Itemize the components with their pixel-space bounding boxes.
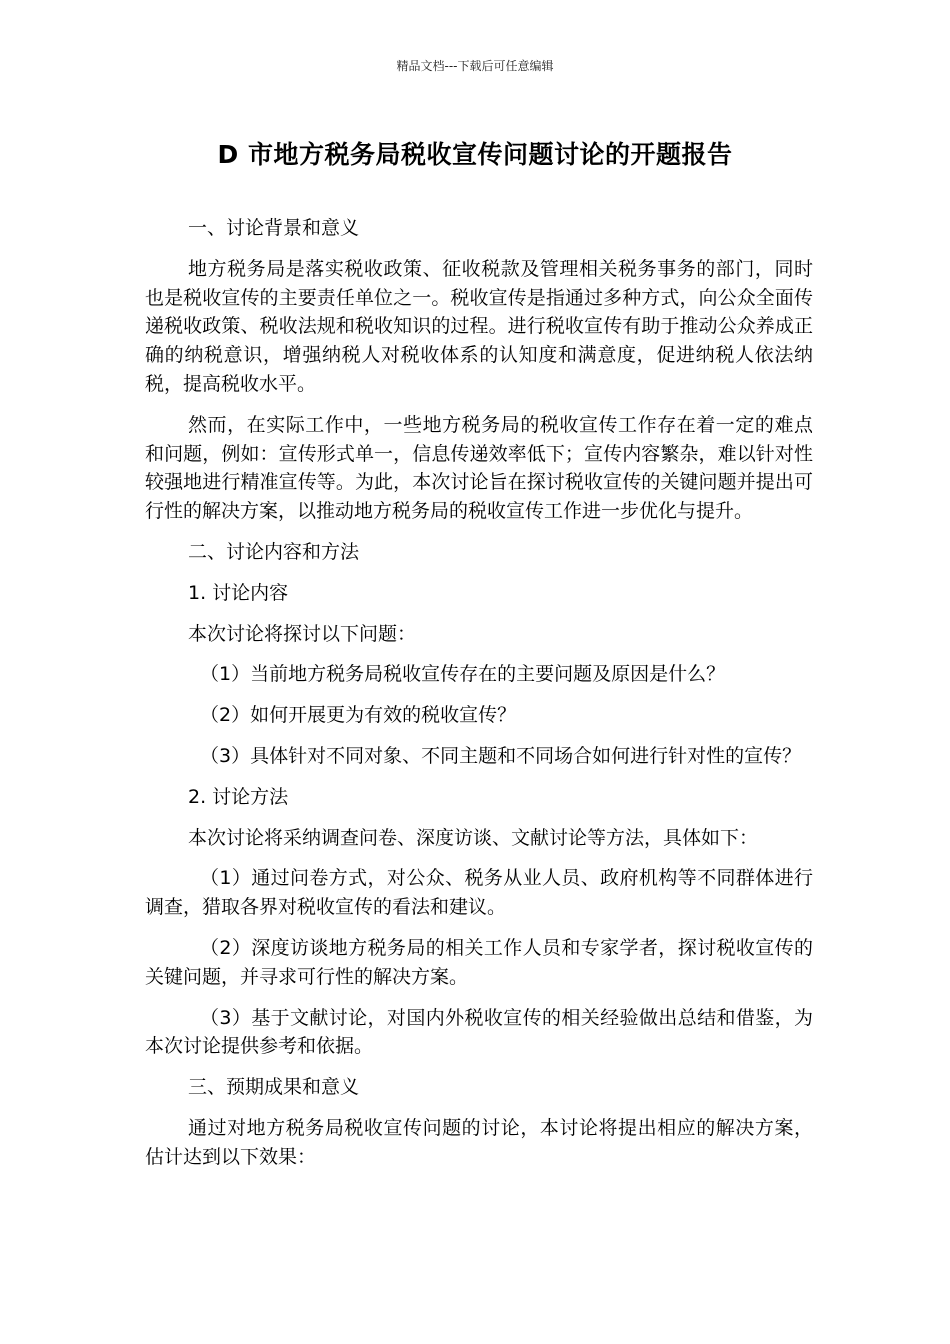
body-paragraph: 然而，在实际工作中，一些地方税务局的税收宣传工作存在着一定的难点和问题，例如：宣传形式单一，信息传递效率低下；宣传内容繁杂，难以针对性较强地进行精准宣传等。为此，本次讨论旨在探讨税收宣传的关键问题并提出可行性的解决方案，以推动地方税务局的税收宣传工作进一步优化与提升。 bbox=[145, 413, 813, 523]
section-heading: 二、讨论内容和方法 bbox=[188, 540, 360, 563]
section-heading: 一、讨论背景和意义 bbox=[188, 217, 360, 239]
body-paragraph: 地方税务局是落实税收政策、征收税款及管理相关税务事务的部门，同时也是税收宣传的主要责任单位之一。税收宣传是指通过多种方式，向公众全面传递税收政策、税收法规和税收知识的过程。进行税收宣传有助于推动公众养成正确的纳税意识，增强纳税人对税收体系的认知度和满意度，促进纳税人依法纳税，提高税收水平。 bbox=[145, 257, 813, 395]
subsection-heading: 1. 讨论内容 bbox=[188, 581, 289, 604]
list-item: （1）当前地方税务局税收宣传存在的主要问题及原因是什么？ bbox=[200, 663, 726, 686]
body-paragraph: 本次讨论将探讨以下问题： bbox=[188, 622, 417, 645]
list-item: （3）具体针对不同对象、不同主题和不同场合如何进行针对性的宣传？ bbox=[200, 744, 802, 767]
list-item: （1）通过问卷方式，对公众、税务从业人员、政府机构等不同群体进行调查，猎取各界对税收宣传的看法和建议。 bbox=[145, 867, 813, 919]
document-title: D 市地方税务局税收宣传问题讨论的开题报告 bbox=[217, 140, 733, 169]
subsection-heading: 2. 讨论方法 bbox=[188, 785, 289, 808]
body-paragraph: 本次讨论将采纳调查问卷、深度访谈、文献讨论等方法，具体如下： bbox=[188, 826, 759, 849]
list-item: （2）深度访谈地方税务局的相关工作人员和专家学者，探讨税收宣传的关键问题，并寻求可行性的解决方案。 bbox=[145, 936, 813, 988]
page-header-note: 精品文档---下载后可任意编辑 bbox=[396, 59, 554, 73]
section-heading: 三、预期成果和意义 bbox=[188, 1076, 360, 1099]
list-item: （3）基于文献讨论，对国内外税收宣传的相关经验做出总结和借鉴，为本次讨论提供参考和依据。 bbox=[145, 1006, 813, 1058]
body-paragraph: 通过对地方税务局税收宣传问题的讨论，本讨论将提出相应的解决方案，估计达到以下效果： bbox=[145, 1116, 813, 1168]
document-body bbox=[145, 214, 813, 1184]
list-item: （2）如何开展更为有效的税收宣传？ bbox=[200, 704, 517, 727]
